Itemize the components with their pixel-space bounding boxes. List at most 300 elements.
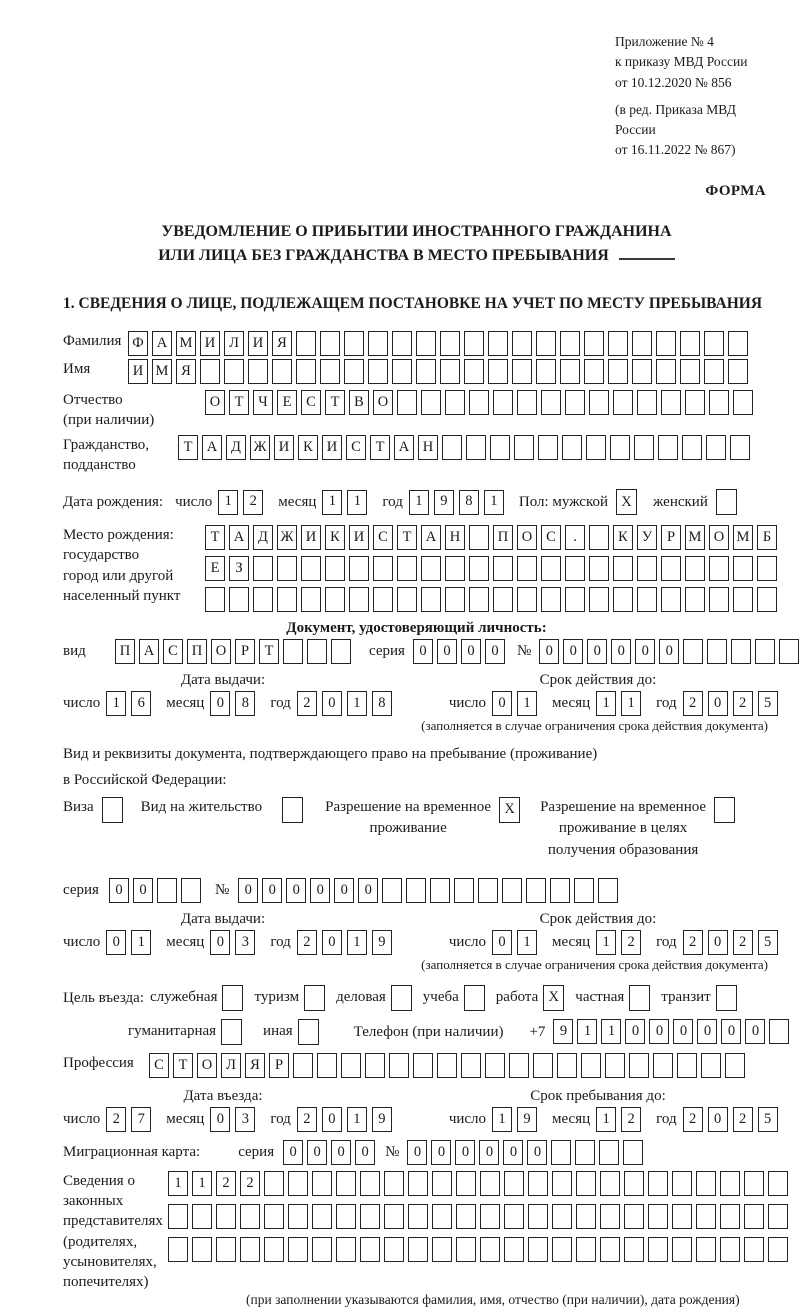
- char-box[interactable]: [685, 587, 705, 612]
- char-box[interactable]: 0: [133, 878, 153, 903]
- char-box[interactable]: М: [685, 525, 705, 550]
- char-box[interactable]: [397, 587, 417, 612]
- char-box[interactable]: [707, 639, 727, 664]
- char-box[interactable]: [552, 1237, 572, 1262]
- char-box[interactable]: [560, 359, 580, 384]
- char-box[interactable]: И: [200, 331, 220, 356]
- char-box[interactable]: Т: [229, 390, 249, 415]
- char-box[interactable]: Т: [370, 435, 390, 460]
- char-box[interactable]: [384, 1204, 404, 1229]
- char-box[interactable]: [480, 1237, 500, 1262]
- char-box[interactable]: [744, 1171, 764, 1196]
- char-box[interactable]: [733, 587, 753, 612]
- char-box[interactable]: [504, 1204, 524, 1229]
- char-box[interactable]: Е: [205, 556, 225, 581]
- char-box[interactable]: А: [139, 639, 159, 664]
- char-box[interactable]: В: [349, 390, 369, 415]
- char-box[interactable]: 0: [437, 639, 457, 664]
- char-box[interactable]: [408, 1237, 428, 1262]
- char-box[interactable]: [541, 587, 561, 612]
- char-box[interactable]: [320, 359, 340, 384]
- char-box[interactable]: Я: [272, 331, 292, 356]
- checkbox-residence-permit[interactable]: [282, 797, 303, 823]
- char-box[interactable]: И: [274, 435, 294, 460]
- char-box[interactable]: 1: [621, 691, 641, 716]
- char-box[interactable]: 2: [621, 1107, 641, 1132]
- char-box[interactable]: [272, 359, 292, 384]
- char-box[interactable]: [629, 1053, 649, 1078]
- char-box[interactable]: 1: [596, 691, 616, 716]
- char-box[interactable]: [528, 1171, 548, 1196]
- char-box[interactable]: 0: [210, 1107, 230, 1132]
- char-box[interactable]: 3: [235, 930, 255, 955]
- char-box[interactable]: [600, 1171, 620, 1196]
- char-box[interactable]: [216, 1204, 236, 1229]
- char-box[interactable]: [336, 1171, 356, 1196]
- char-box[interactable]: Я: [245, 1053, 265, 1078]
- char-box[interactable]: [565, 556, 585, 581]
- char-box[interactable]: [728, 331, 748, 356]
- char-box[interactable]: 0: [673, 1019, 693, 1044]
- char-box[interactable]: [709, 390, 729, 415]
- char-box[interactable]: 1: [517, 930, 537, 955]
- char-box[interactable]: 9: [517, 1107, 537, 1132]
- char-box[interactable]: [514, 435, 534, 460]
- char-box[interactable]: [661, 390, 681, 415]
- char-box[interactable]: 2: [733, 930, 753, 955]
- char-box[interactable]: [541, 556, 561, 581]
- char-box[interactable]: [493, 587, 513, 612]
- char-box[interactable]: [560, 331, 580, 356]
- char-box[interactable]: [648, 1237, 668, 1262]
- char-box[interactable]: [608, 331, 628, 356]
- char-box[interactable]: 1: [484, 490, 504, 515]
- char-box[interactable]: [574, 878, 594, 903]
- char-box[interactable]: [168, 1237, 188, 1262]
- char-box[interactable]: Р: [235, 639, 255, 664]
- char-box[interactable]: [360, 1171, 380, 1196]
- char-box[interactable]: 0: [331, 1140, 351, 1165]
- char-box[interactable]: А: [152, 331, 172, 356]
- char-box[interactable]: [589, 587, 609, 612]
- char-box[interactable]: Я: [176, 359, 196, 384]
- char-box[interactable]: [325, 556, 345, 581]
- checkbox-purpose-turizm[interactable]: [304, 985, 325, 1011]
- char-box[interactable]: [685, 556, 705, 581]
- char-box[interactable]: [538, 435, 558, 460]
- char-box[interactable]: [551, 1140, 571, 1165]
- char-box[interactable]: [526, 878, 546, 903]
- char-box[interactable]: [488, 331, 508, 356]
- char-box[interactable]: [757, 587, 777, 612]
- checkbox-male[interactable]: X: [616, 489, 637, 515]
- char-box[interactable]: 2: [733, 691, 753, 716]
- char-box[interactable]: [456, 1204, 476, 1229]
- char-box[interactable]: [733, 390, 753, 415]
- char-box[interactable]: 0: [322, 930, 342, 955]
- checkbox-purpose-ucheba[interactable]: [464, 985, 485, 1011]
- char-box[interactable]: [565, 587, 585, 612]
- char-box[interactable]: 0: [210, 930, 230, 955]
- char-box[interactable]: [589, 525, 609, 550]
- char-box[interactable]: [373, 556, 393, 581]
- char-box[interactable]: М: [176, 331, 196, 356]
- char-box[interactable]: 1: [347, 1107, 367, 1132]
- char-box[interactable]: А: [421, 525, 441, 550]
- char-box[interactable]: [599, 1140, 619, 1165]
- char-box[interactable]: [768, 1171, 788, 1196]
- char-box[interactable]: [608, 359, 628, 384]
- char-box[interactable]: 0: [649, 1019, 669, 1044]
- char-box[interactable]: [584, 359, 604, 384]
- char-box[interactable]: [293, 1053, 313, 1078]
- char-box[interactable]: [336, 1204, 356, 1229]
- char-box[interactable]: [581, 1053, 601, 1078]
- char-box[interactable]: 1: [601, 1019, 621, 1044]
- char-box[interactable]: [317, 1053, 337, 1078]
- char-box[interactable]: [312, 1237, 332, 1262]
- char-box[interactable]: С: [149, 1053, 169, 1078]
- char-box[interactable]: [478, 878, 498, 903]
- char-box[interactable]: [672, 1204, 692, 1229]
- checkbox-purpose-sluzhebnaya[interactable]: [222, 985, 243, 1011]
- char-box[interactable]: 1: [218, 490, 238, 515]
- char-box[interactable]: [613, 390, 633, 415]
- char-box[interactable]: [464, 359, 484, 384]
- char-box[interactable]: [731, 639, 751, 664]
- char-box[interactable]: Т: [173, 1053, 193, 1078]
- char-box[interactable]: Е: [277, 390, 297, 415]
- char-box[interactable]: [610, 435, 630, 460]
- char-box[interactable]: [623, 1140, 643, 1165]
- char-box[interactable]: [685, 390, 705, 415]
- char-box[interactable]: [648, 1171, 668, 1196]
- char-box[interactable]: Н: [445, 525, 465, 550]
- char-box[interactable]: [264, 1171, 284, 1196]
- char-box[interactable]: [331, 639, 351, 664]
- char-box[interactable]: [421, 556, 441, 581]
- char-box[interactable]: [283, 639, 303, 664]
- char-box[interactable]: 1: [192, 1171, 212, 1196]
- char-box[interactable]: [336, 1237, 356, 1262]
- char-box[interactable]: 3: [235, 1107, 255, 1132]
- char-box[interactable]: 1: [347, 490, 367, 515]
- char-box[interactable]: [517, 390, 537, 415]
- char-box[interactable]: [360, 1237, 380, 1262]
- char-box[interactable]: [480, 1171, 500, 1196]
- char-box[interactable]: [768, 1237, 788, 1262]
- char-box[interactable]: 1: [106, 691, 126, 716]
- char-box[interactable]: [757, 556, 777, 581]
- char-box[interactable]: [360, 1204, 380, 1229]
- char-box[interactable]: [440, 359, 460, 384]
- char-box[interactable]: [277, 587, 297, 612]
- char-box[interactable]: О: [709, 525, 729, 550]
- char-box[interactable]: [706, 435, 726, 460]
- char-box[interactable]: 1: [322, 490, 342, 515]
- char-box[interactable]: Ч: [253, 390, 273, 415]
- char-box[interactable]: [312, 1171, 332, 1196]
- checkbox-temp-permit[interactable]: X: [499, 797, 520, 823]
- char-box[interactable]: [288, 1237, 308, 1262]
- char-box[interactable]: 0: [286, 878, 306, 903]
- char-box[interactable]: [504, 1171, 524, 1196]
- char-box[interactable]: [576, 1171, 596, 1196]
- char-box[interactable]: 0: [659, 639, 679, 664]
- char-box[interactable]: [720, 1204, 740, 1229]
- char-box[interactable]: 1: [492, 1107, 512, 1132]
- char-box[interactable]: 0: [109, 878, 129, 903]
- char-box[interactable]: [605, 1053, 625, 1078]
- char-box[interactable]: [344, 359, 364, 384]
- char-box[interactable]: [389, 1053, 409, 1078]
- char-box[interactable]: 0: [407, 1140, 427, 1165]
- char-box[interactable]: С: [301, 390, 321, 415]
- char-box[interactable]: И: [301, 525, 321, 550]
- char-box[interactable]: 0: [708, 1107, 728, 1132]
- char-box[interactable]: [229, 587, 249, 612]
- char-box[interactable]: [192, 1204, 212, 1229]
- char-box[interactable]: [536, 359, 556, 384]
- char-box[interactable]: Л: [221, 1053, 241, 1078]
- char-box[interactable]: Р: [269, 1053, 289, 1078]
- char-box[interactable]: Ф: [128, 331, 148, 356]
- char-box[interactable]: [432, 1171, 452, 1196]
- char-box[interactable]: [677, 1053, 697, 1078]
- char-box[interactable]: Б: [757, 525, 777, 550]
- char-box[interactable]: [720, 1171, 740, 1196]
- char-box[interactable]: [632, 359, 652, 384]
- char-box[interactable]: .: [565, 525, 585, 550]
- char-box[interactable]: [600, 1204, 620, 1229]
- char-box[interactable]: [589, 556, 609, 581]
- char-box[interactable]: 0: [479, 1140, 499, 1165]
- char-box[interactable]: 0: [334, 878, 354, 903]
- char-box[interactable]: [613, 587, 633, 612]
- char-box[interactable]: [368, 331, 388, 356]
- char-box[interactable]: [157, 878, 177, 903]
- char-box[interactable]: [469, 587, 489, 612]
- checkbox-purpose-gumanitarnaya[interactable]: [221, 1019, 242, 1045]
- char-box[interactable]: Ж: [277, 525, 297, 550]
- char-box[interactable]: [683, 639, 703, 664]
- char-box[interactable]: [586, 435, 606, 460]
- char-box[interactable]: 0: [283, 1140, 303, 1165]
- char-box[interactable]: Р: [661, 525, 681, 550]
- char-box[interactable]: 0: [708, 930, 728, 955]
- char-box[interactable]: [312, 1204, 332, 1229]
- char-box[interactable]: [224, 359, 244, 384]
- char-box[interactable]: 0: [527, 1140, 547, 1165]
- char-box[interactable]: [341, 1053, 361, 1078]
- char-box[interactable]: [416, 359, 436, 384]
- char-box[interactable]: И: [349, 525, 369, 550]
- char-box[interactable]: [661, 556, 681, 581]
- char-box[interactable]: [624, 1237, 644, 1262]
- char-box[interactable]: [733, 556, 753, 581]
- char-box[interactable]: [536, 331, 556, 356]
- char-box[interactable]: [533, 1053, 553, 1078]
- char-box[interactable]: [432, 1204, 452, 1229]
- char-box[interactable]: И: [322, 435, 342, 460]
- char-box[interactable]: [562, 435, 582, 460]
- char-box[interactable]: [288, 1204, 308, 1229]
- char-box[interactable]: [368, 359, 388, 384]
- char-box[interactable]: [589, 390, 609, 415]
- char-box[interactable]: 8: [235, 691, 255, 716]
- char-box[interactable]: [301, 587, 321, 612]
- char-box[interactable]: [637, 587, 657, 612]
- char-box[interactable]: 6: [131, 691, 151, 716]
- char-box[interactable]: [720, 1237, 740, 1262]
- char-box[interactable]: [490, 435, 510, 460]
- char-box[interactable]: [598, 878, 618, 903]
- char-box[interactable]: [216, 1237, 236, 1262]
- char-box[interactable]: И: [248, 331, 268, 356]
- char-box[interactable]: [466, 435, 486, 460]
- char-box[interactable]: 0: [238, 878, 258, 903]
- char-box[interactable]: [493, 556, 513, 581]
- char-box[interactable]: [779, 639, 799, 664]
- checkbox-visa[interactable]: [102, 797, 123, 823]
- char-box[interactable]: [296, 359, 316, 384]
- char-box[interactable]: [504, 1237, 524, 1262]
- char-box[interactable]: 0: [106, 930, 126, 955]
- char-box[interactable]: [421, 587, 441, 612]
- char-box[interactable]: [682, 435, 702, 460]
- char-box[interactable]: 1: [347, 691, 367, 716]
- char-box[interactable]: [528, 1237, 548, 1262]
- char-box[interactable]: [600, 1237, 620, 1262]
- char-box[interactable]: 2: [621, 930, 641, 955]
- char-box[interactable]: [344, 331, 364, 356]
- char-box[interactable]: 1: [131, 930, 151, 955]
- char-box[interactable]: 2: [216, 1171, 236, 1196]
- char-box[interactable]: [696, 1237, 716, 1262]
- char-box[interactable]: [456, 1171, 476, 1196]
- char-box[interactable]: [485, 1053, 505, 1078]
- char-box[interactable]: [656, 359, 676, 384]
- char-box[interactable]: [373, 587, 393, 612]
- char-box[interactable]: 1: [596, 930, 616, 955]
- char-box[interactable]: [565, 390, 585, 415]
- char-box[interactable]: 0: [587, 639, 607, 664]
- char-box[interactable]: [730, 435, 750, 460]
- char-box[interactable]: [528, 1204, 548, 1229]
- char-box[interactable]: 1: [517, 691, 537, 716]
- char-box[interactable]: 9: [553, 1019, 573, 1044]
- char-box[interactable]: Т: [205, 525, 225, 550]
- char-box[interactable]: [288, 1171, 308, 1196]
- char-box[interactable]: П: [493, 525, 513, 550]
- char-box[interactable]: 2: [297, 930, 317, 955]
- char-box[interactable]: [421, 390, 441, 415]
- char-box[interactable]: [656, 331, 676, 356]
- char-box[interactable]: [382, 878, 402, 903]
- char-box[interactable]: [408, 1171, 428, 1196]
- char-box[interactable]: [392, 359, 412, 384]
- char-box[interactable]: С: [346, 435, 366, 460]
- checkbox-purpose-inaya[interactable]: [298, 1019, 319, 1045]
- char-box[interactable]: [384, 1171, 404, 1196]
- char-box[interactable]: 0: [485, 639, 505, 664]
- char-box[interactable]: [349, 556, 369, 581]
- char-box[interactable]: [440, 331, 460, 356]
- char-box[interactable]: 0: [355, 1140, 375, 1165]
- char-box[interactable]: 8: [459, 490, 479, 515]
- char-box[interactable]: 0: [322, 1107, 342, 1132]
- char-box[interactable]: 0: [745, 1019, 765, 1044]
- char-box[interactable]: О: [517, 525, 537, 550]
- char-box[interactable]: [277, 556, 297, 581]
- char-box[interactable]: 2: [297, 1107, 317, 1132]
- char-box[interactable]: [325, 587, 345, 612]
- char-box[interactable]: [406, 878, 426, 903]
- char-box[interactable]: [509, 1053, 529, 1078]
- char-box[interactable]: 0: [307, 1140, 327, 1165]
- char-box[interactable]: [512, 359, 532, 384]
- char-box[interactable]: 0: [358, 878, 378, 903]
- char-box[interactable]: С: [541, 525, 561, 550]
- char-box[interactable]: [512, 331, 532, 356]
- char-box[interactable]: 5: [758, 930, 778, 955]
- char-box[interactable]: 0: [539, 639, 559, 664]
- char-box[interactable]: А: [202, 435, 222, 460]
- char-box[interactable]: 2: [683, 930, 703, 955]
- char-box[interactable]: 0: [503, 1140, 523, 1165]
- char-box[interactable]: [696, 1171, 716, 1196]
- char-box[interactable]: 0: [625, 1019, 645, 1044]
- char-box[interactable]: 0: [310, 878, 330, 903]
- char-box[interactable]: [168, 1204, 188, 1229]
- char-box[interactable]: [550, 878, 570, 903]
- char-box[interactable]: А: [394, 435, 414, 460]
- char-box[interactable]: [552, 1171, 572, 1196]
- char-box[interactable]: 0: [413, 639, 433, 664]
- char-box[interactable]: Т: [325, 390, 345, 415]
- char-box[interactable]: [456, 1237, 476, 1262]
- char-box[interactable]: [397, 556, 417, 581]
- char-box[interactable]: 0: [611, 639, 631, 664]
- char-box[interactable]: Л: [224, 331, 244, 356]
- char-box[interactable]: 0: [697, 1019, 717, 1044]
- char-box[interactable]: 5: [758, 1107, 778, 1132]
- char-box[interactable]: 0: [492, 930, 512, 955]
- char-box[interactable]: О: [197, 1053, 217, 1078]
- char-box[interactable]: [704, 359, 724, 384]
- char-box[interactable]: [725, 1053, 745, 1078]
- char-box[interactable]: [349, 587, 369, 612]
- char-box[interactable]: 2: [240, 1171, 260, 1196]
- char-box[interactable]: 0: [455, 1140, 475, 1165]
- char-box[interactable]: [181, 878, 201, 903]
- char-box[interactable]: А: [229, 525, 249, 550]
- char-box[interactable]: [392, 331, 412, 356]
- char-box[interactable]: [613, 556, 633, 581]
- char-box[interactable]: М: [733, 525, 753, 550]
- char-box[interactable]: 2: [683, 691, 703, 716]
- char-box[interactable]: У: [637, 525, 657, 550]
- char-box[interactable]: И: [128, 359, 148, 384]
- char-box[interactable]: 0: [635, 639, 655, 664]
- char-box[interactable]: [240, 1204, 260, 1229]
- char-box[interactable]: З: [229, 556, 249, 581]
- char-box[interactable]: [680, 359, 700, 384]
- char-box[interactable]: [384, 1237, 404, 1262]
- char-box[interactable]: 8: [372, 691, 392, 716]
- char-box[interactable]: Д: [253, 525, 273, 550]
- char-box[interactable]: [661, 587, 681, 612]
